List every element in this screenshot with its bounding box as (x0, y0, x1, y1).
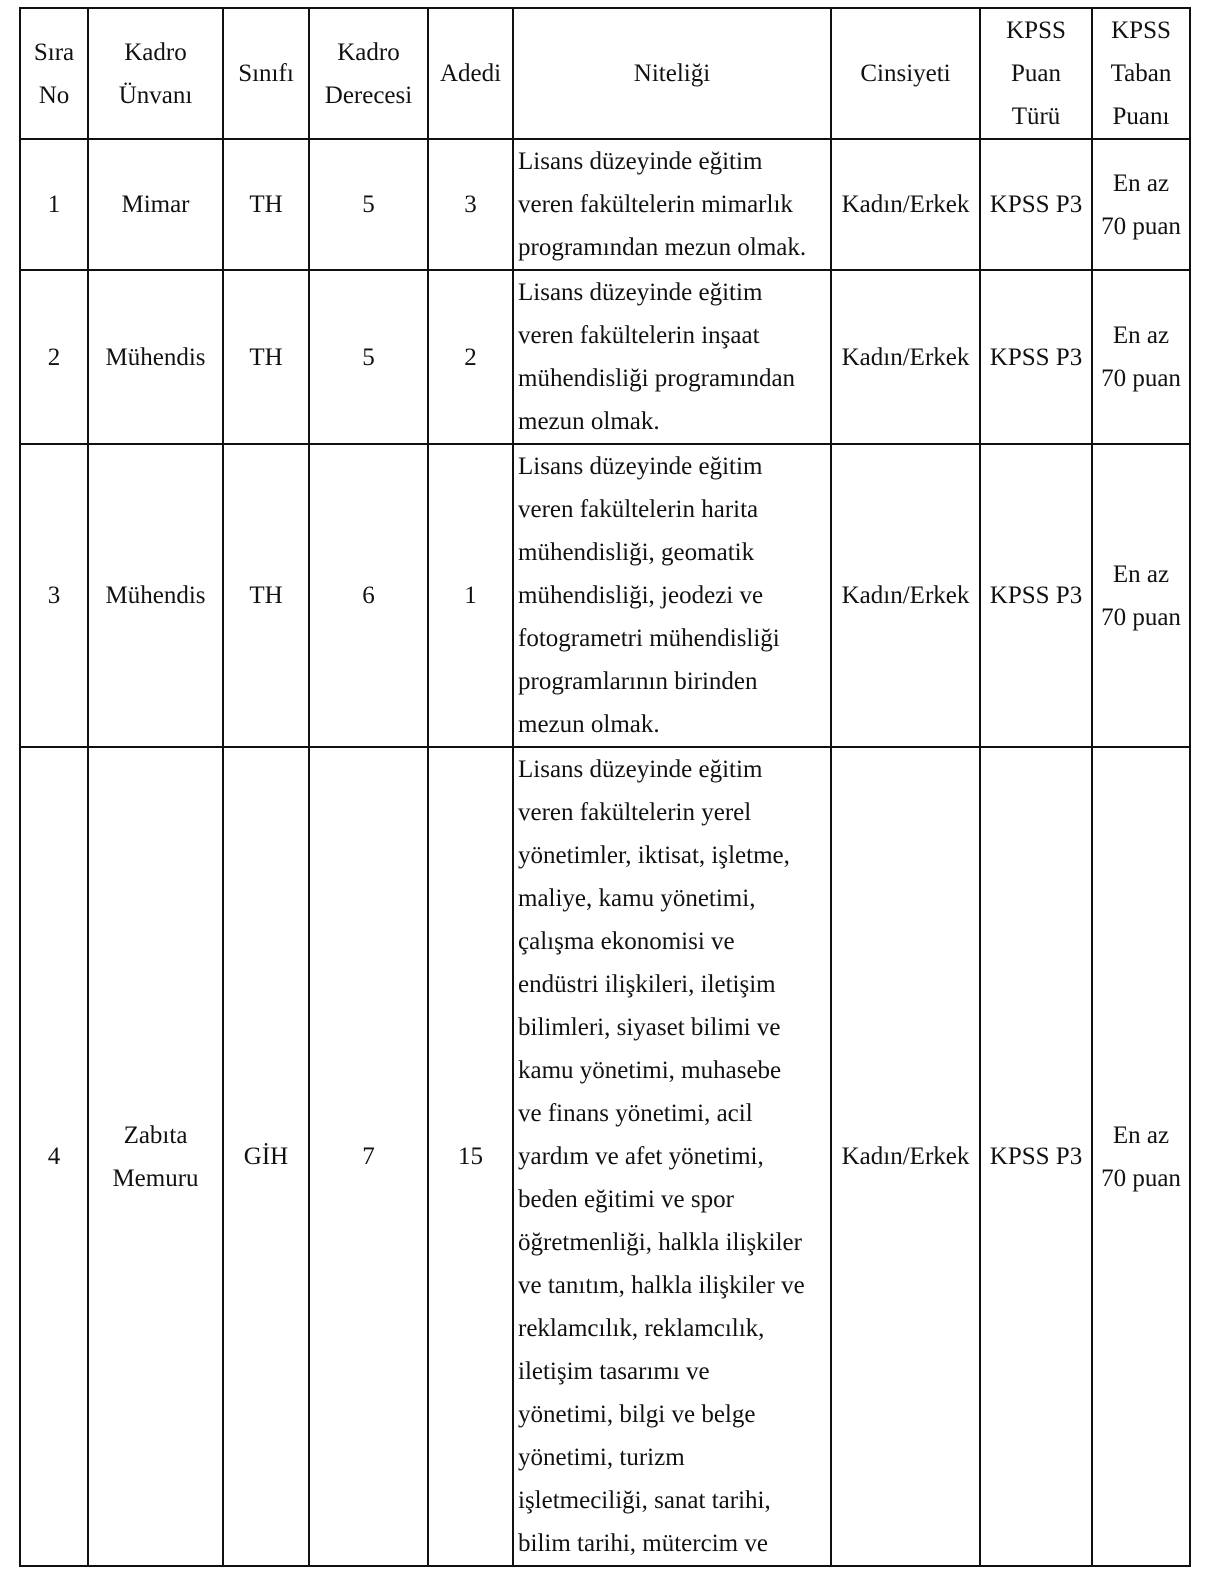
cell-text: TH (249, 191, 283, 218)
cell-adedi (428, 270, 513, 444)
niteligi-line: veren fakültelerin harita (518, 496, 759, 523)
cell-sinifi (223, 139, 309, 270)
cell-text: Kadın/Erkek (841, 191, 970, 218)
kadro-table (19, 7, 1191, 1567)
cell-niteligi (513, 444, 831, 747)
header-label: KPSS Taban Puanı (1110, 17, 1172, 130)
cell-text: 3 (464, 191, 477, 218)
cell-cinsiyeti (831, 270, 980, 444)
cell-sira-no (20, 444, 88, 747)
niteligi-line: yönetimler, iktisat, işletme, (518, 842, 790, 869)
niteligi-line: mezun olmak. (518, 408, 660, 435)
niteligi-line: mühendisliği, jeodezi ve (518, 582, 764, 609)
cell-sinifi (223, 270, 309, 444)
cell-text: 4 (47, 1143, 61, 1170)
cell-niteligi (513, 747, 831, 1566)
header-kadro-derecesi (309, 8, 428, 139)
header-label: Sınıfı (238, 60, 294, 87)
cell-adedi (428, 139, 513, 270)
niteligi-line: Lisans düzeyinde eğitim (518, 453, 763, 480)
cell-adedi (428, 444, 513, 747)
cell-text: En az 70 puan (1101, 322, 1181, 392)
cell-text: 6 (362, 582, 375, 609)
cell-text: KPSS P3 (989, 343, 1083, 371)
cell-text: En az 70 puan (1101, 169, 1181, 240)
cell-text: KPSS P3 (989, 191, 1083, 218)
cell-text: Zabıta Memuru (112, 1121, 199, 1192)
niteligi-line: veren fakültelerin mimarlık (518, 191, 793, 218)
niteligi-line: Lisans düzeyinde eğitim (518, 279, 763, 306)
cell-kpss-puan-turu (980, 139, 1092, 270)
cell-text: Kadın/Erkek (841, 1143, 970, 1170)
cell-text: KPSS P3 (989, 582, 1083, 609)
niteligi-line: programından mezun olmak. (518, 234, 807, 261)
header-sinifi (223, 8, 309, 139)
niteligi-line: veren fakültelerin inşaat (518, 322, 760, 349)
cell-sira-no (20, 270, 88, 444)
cell-text: Mühendis (105, 343, 206, 371)
cell-kpss-taban-puani (1092, 270, 1190, 444)
cell-text: TH (249, 582, 283, 609)
cell-kadro-unvani (88, 270, 223, 444)
cell-text: 1 (464, 582, 477, 609)
cell-kadro-unvani (88, 747, 223, 1566)
header-label: Sıra No (33, 38, 75, 109)
header-kpss-taban-puani (1092, 8, 1190, 139)
cell-cinsiyeti (831, 747, 980, 1566)
cell-niteligi (513, 270, 831, 444)
cell-text: 2 (464, 343, 477, 371)
cell-text: En az 70 puan (1101, 560, 1181, 631)
cell-kpss-puan-turu (980, 270, 1092, 444)
cell-kpss-puan-turu (980, 444, 1092, 747)
header-adedi (428, 8, 513, 139)
niteligi-line: kamu yönetimi, muhasebe (518, 1057, 782, 1084)
niteligi-line: bilim tarihi, mütercim ve (518, 1530, 768, 1557)
cell-text: 5 (362, 343, 375, 371)
niteligi-line: öğretmenliği, halkla ilişkiler (518, 1229, 802, 1256)
cell-kadro-derecesi (309, 270, 428, 444)
cell-text: Kadın/Erkek (841, 582, 970, 609)
cell-kpss-taban-puani (1092, 444, 1190, 747)
cell-kpss-puan-turu (980, 747, 1092, 1566)
table-row (20, 270, 1190, 444)
header-kpss-puan-turu (980, 8, 1092, 139)
niteligi-line: beden eğitimi ve spor (518, 1186, 734, 1213)
niteligi-line: endüstri ilişkileri, iletişim (518, 971, 776, 998)
cell-kadro-unvani (88, 444, 223, 747)
cell-sinifi (223, 444, 309, 747)
niteligi-line: maliye, kamu yönetimi, (518, 885, 756, 912)
cell-text: TH (249, 343, 283, 371)
cell-text: En az 70 puan (1101, 1121, 1181, 1192)
cell-text: 5 (362, 191, 375, 218)
header-cinsiyeti (831, 8, 980, 139)
niteligi-line: yardım ve afet yönetimi, (518, 1143, 764, 1170)
niteligi-line: fotogrametri mühendisliği (518, 625, 780, 652)
niteligi-line: bilimleri, siyaset bilimi ve (518, 1014, 781, 1041)
niteligi-line: yönetimi, bilgi ve belge (518, 1401, 756, 1428)
niteligi-line: yönetimi, turizm (518, 1444, 685, 1471)
cell-adedi (428, 747, 513, 1566)
cell-kpss-taban-puani (1092, 139, 1190, 270)
cell-text: 1 (47, 191, 61, 218)
cell-sira-no (20, 747, 88, 1566)
cell-text: Mimar (121, 191, 190, 218)
header-label: Adedi (439, 60, 502, 87)
header-label: Cinsiyeti (860, 60, 951, 87)
table-row (20, 444, 1190, 747)
niteligi-line: mühendisliği, geomatik (518, 539, 755, 566)
cell-cinsiyeti (831, 444, 980, 747)
header-label: Niteliği (633, 60, 711, 87)
niteligi-line: iletişim tasarımı ve (518, 1358, 710, 1385)
niteligi-line: çalışma ekonomisi ve (518, 928, 735, 955)
cell-text: 2 (47, 343, 61, 371)
niteligi-line: reklamcılık, reklamcılık, (518, 1315, 765, 1342)
cell-text: Mühendis (105, 582, 206, 609)
table-row (20, 747, 1190, 1566)
cell-text: GİH (243, 1143, 289, 1170)
cell-text: KPSS P3 (989, 1143, 1083, 1170)
header-label: Kadro Derecesi (324, 38, 413, 109)
header-label: KPSS Puan Türü (1006, 17, 1066, 130)
niteligi-line: Lisans düzeyinde eğitim (518, 756, 763, 783)
niteligi-line: işletmeciliği, sanat tarihi, (518, 1487, 771, 1514)
niteligi-line: ve tanıtım, halkla ilişkiler ve (518, 1272, 805, 1299)
niteligi-line: veren fakültelerin yerel (518, 799, 752, 826)
cell-kadro-derecesi (309, 444, 428, 747)
niteligi-line: Lisans düzeyinde eğitim (518, 148, 763, 175)
niteligi-line: ve finans yönetimi, acil (518, 1100, 753, 1127)
cell-sira-no (20, 139, 88, 270)
cell-text: 3 (47, 582, 61, 609)
cell-sinifi (223, 747, 309, 1566)
header-label: Kadro Ünvanı (118, 38, 193, 109)
header-sira-no (20, 8, 88, 139)
niteligi-line: mühendisliği programından (518, 365, 796, 392)
header-kadro-unvani (88, 8, 223, 139)
cell-niteligi (513, 139, 831, 270)
cell-cinsiyeti (831, 139, 980, 270)
cell-text: 15 (458, 1143, 483, 1170)
table-row (20, 139, 1190, 270)
niteligi-line: mezun olmak. (518, 711, 660, 738)
cell-kpss-taban-puani (1092, 747, 1190, 1566)
cell-kadro-derecesi (309, 747, 428, 1566)
cell-text: 7 (362, 1143, 375, 1170)
niteligi-line: programlarının birinden (518, 668, 758, 695)
header-niteligi (513, 8, 831, 139)
cell-kadro-unvani (88, 139, 223, 270)
cell-kadro-derecesi (309, 139, 428, 270)
cell-text: Kadın/Erkek (841, 343, 970, 371)
header-row (20, 8, 1190, 139)
